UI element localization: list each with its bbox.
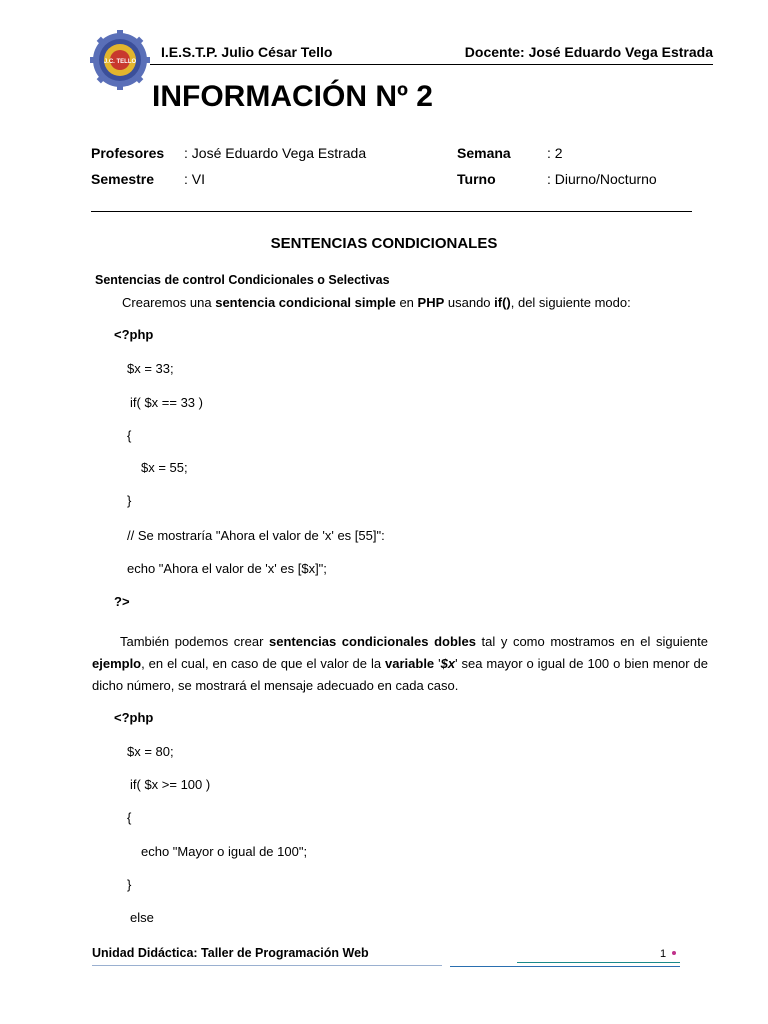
code-line: <?php: [114, 710, 154, 725]
section-title: SENTENCIAS CONDICIONALES: [270, 235, 498, 252]
semestre-value: : VI: [184, 171, 206, 187]
code-line: ?>: [114, 594, 130, 609]
logo-text: J.C. TELLO: [103, 59, 137, 65]
footer-rule: [517, 962, 680, 963]
footer-unit: Unidad Didáctica: Taller de Programación Web: [92, 946, 369, 960]
code-line: <?php: [114, 327, 154, 342]
semestre-label: Semestre: [91, 171, 155, 187]
footer-rule: [92, 965, 442, 966]
institution-name: I.E.S.T.P. Julio César Tello: [161, 44, 333, 60]
code-line: $x = 55;: [141, 460, 188, 475]
paragraph-line: dicho número, se mostrará el mensaje adecuado en cada caso.: [92, 678, 459, 693]
code-comment: // Se mostraría "Ahora el valor de 'x' es [55]":: [127, 528, 385, 543]
paragraph-line: También podemos crear sentencias condicionales dobles tal y como mostramos en el siguiente: [120, 634, 708, 649]
profesores-label: Profesores: [91, 145, 165, 161]
code-line: $x = 33;: [127, 361, 174, 376]
profesores-value: : José Eduardo Vega Estrada: [184, 145, 367, 161]
page-number: 1: [660, 948, 667, 960]
turno-label: Turno: [457, 171, 496, 187]
institution-logo: [90, 30, 150, 90]
doble-paragraph: [92, 631, 708, 697]
code-line: else: [130, 910, 154, 925]
code-line: echo "Mayor o igual de 100";: [141, 844, 308, 859]
code-line: if( $x >= 100 ): [130, 777, 211, 792]
page-dot-icon: [672, 951, 676, 955]
header-rule: [150, 64, 713, 65]
code-line: $x = 80;: [127, 744, 174, 759]
page-title: INFORMACIÓN Nº 2: [152, 80, 433, 113]
code-line: {: [127, 428, 132, 443]
paragraph-line: ejemplo, en el cual, en caso de que el valor de la variable '$x' sea mayor o igual de 100 o bien menor de: [92, 656, 709, 671]
turno-value: : Diurno/Nocturno: [547, 171, 657, 187]
semana-label: Semana: [457, 145, 511, 161]
footer-rule: [450, 966, 680, 967]
code-line: }: [127, 877, 132, 892]
semana-value: : 2: [547, 145, 563, 161]
code-line: echo "Ahora el valor de 'x' es [$x]";: [127, 561, 327, 576]
teacher-name: Docente: José Eduardo Vega Estrada: [464, 44, 713, 60]
code-line: {: [127, 810, 132, 825]
code-line: if( $x == 33 ): [130, 395, 203, 410]
separator-line: [91, 211, 692, 212]
subheading: Sentencias de control Condicionales o Selectivas: [95, 273, 390, 287]
intro-paragraph: Crearemos una sentencia condicional simple en PHP usando if(), del siguiente modo:: [122, 295, 631, 310]
code-line: }: [127, 493, 132, 508]
